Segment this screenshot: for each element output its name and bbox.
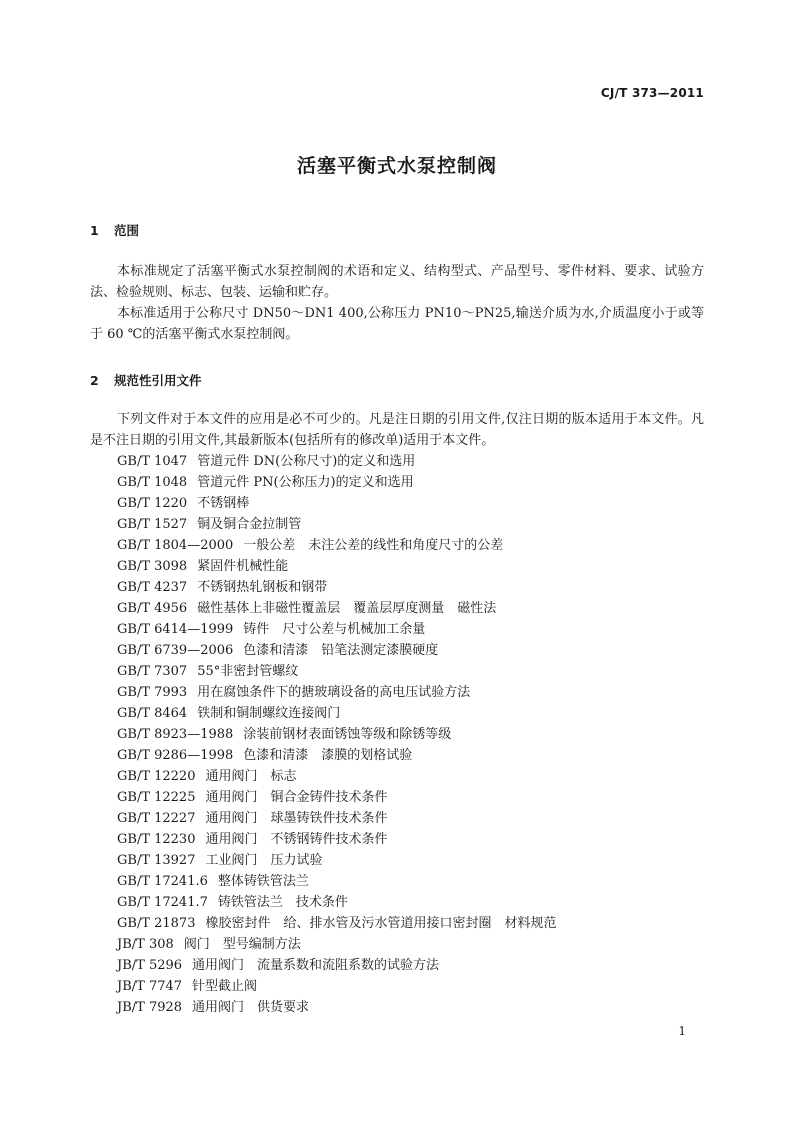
reference-code: GB/T 1804—2000 <box>117 538 234 553</box>
reference-title: 一般公差 未注公差的线性和角度尺寸的公差 <box>243 538 504 553</box>
reference-item <box>117 976 557 997</box>
reference-code: GB/T 17241.6 <box>117 874 208 889</box>
reference-item <box>117 745 557 766</box>
reference-item <box>117 640 557 661</box>
reference-title: 通用阀门 流量系数和流阻系数的试验方法 <box>192 958 440 973</box>
reference-code: GB/T 4237 <box>117 580 188 595</box>
reference-code: GB/T 4956 <box>117 601 188 616</box>
reference-title: 色漆和清漆 铅笔法测定漆膜硬度 <box>243 643 439 658</box>
reference-code: JB/T 7747 <box>117 979 183 994</box>
reference-item <box>117 871 557 892</box>
reference-item <box>117 703 557 724</box>
reference-item <box>117 661 557 682</box>
reference-item <box>117 955 557 976</box>
page-number: 1 <box>678 1024 686 1038</box>
reference-item <box>117 892 557 913</box>
reference-title: 通用阀门 铜合金铸件技术条件 <box>205 790 388 805</box>
reference-title: 铁制和铜制螺纹连接阀门 <box>197 706 341 721</box>
reference-code: GB/T 8923—1988 <box>117 727 234 742</box>
reference-title: 橡胶密封件 给、排水管及污水管道用接口密封圈 材料规范 <box>205 916 557 931</box>
reference-title: 不锈钢棒 <box>197 496 250 511</box>
reference-title: 铸铁管法兰 技术条件 <box>217 895 348 910</box>
reference-code: GB/T 6739—2006 <box>117 643 234 658</box>
section-2-number: 2 <box>90 373 99 388</box>
references-intro: 下列文件对于本文件的应用是必不可少的。凡是注日期的引用文件,仅注日期的版本适用于本文件。凡是不注日期的引用文件,其最新版本(包括所有的修改单)适用于本文件。 <box>90 412 704 448</box>
reference-item <box>117 514 557 535</box>
reference-title: 铸件 尺寸公差与机械加工余量 <box>243 622 426 637</box>
scope-paragraph-2: 本标准适用于公称尺寸 DN50～DN1 400,公称压力 PN10～PN25,输送介质为水,介质温度小于或等于 60 ℃的活塞平衡式水泵控制阀。 <box>90 306 704 342</box>
reference-code: JB/T 308 <box>117 937 174 952</box>
reference-code: GB/T 9286—1998 <box>117 748 234 763</box>
reference-code: GB/T 21873 <box>117 916 196 931</box>
reference-item <box>117 850 557 871</box>
references-list <box>117 451 557 1018</box>
reference-code: GB/T 12220 <box>117 769 196 784</box>
reference-code: GB/T 12227 <box>117 811 196 826</box>
reference-code: GB/T 8464 <box>117 706 188 721</box>
standard-code: CJ/T 373—2011 <box>600 86 704 100</box>
reference-code: GB/T 1220 <box>117 496 188 511</box>
reference-code: GB/T 1048 <box>117 475 188 490</box>
reference-title: 阀门 型号编制方法 <box>183 937 301 952</box>
reference-item <box>117 535 557 556</box>
reference-item <box>117 619 557 640</box>
reference-code: GB/T 17241.7 <box>117 895 208 910</box>
reference-title: 通用阀门 球墨铸铁件技术条件 <box>205 811 388 826</box>
reference-code: GB/T 6414—1999 <box>117 622 234 637</box>
reference-title: 整体铸铁管法兰 <box>217 874 309 889</box>
reference-code: JB/T 5296 <box>117 958 183 973</box>
reference-title: 色漆和清漆 漆膜的划格试验 <box>243 748 413 763</box>
reference-title: 磁性基体上非磁性覆盖层 覆盖层厚度测量 磁性法 <box>197 601 497 616</box>
reference-item <box>117 724 557 745</box>
reference-item <box>117 934 557 955</box>
reference-item <box>117 493 557 514</box>
reference-code: GB/T 12230 <box>117 832 196 847</box>
reference-item <box>117 766 557 787</box>
reference-title: 铜及铜合金拉制管 <box>197 517 302 532</box>
reference-title: 管道元件 PN(公称压力)的定义和选用 <box>197 475 414 490</box>
reference-item <box>117 556 557 577</box>
reference-code: GB/T 1047 <box>117 454 188 469</box>
reference-title: 工业阀门 压力试验 <box>205 853 323 868</box>
section-2-title: 规范性引用文件 <box>114 373 202 388</box>
reference-item <box>117 997 557 1018</box>
reference-code: GB/T 7993 <box>117 685 188 700</box>
reference-code: GB/T 3098 <box>117 559 188 574</box>
reference-code: GB/T 7307 <box>117 664 188 679</box>
reference-title: 针型截止阀 <box>192 979 258 994</box>
reference-item <box>117 682 557 703</box>
reference-title: 紧固件机械性能 <box>197 559 289 574</box>
reference-item <box>117 808 557 829</box>
reference-title: 管道元件 DN(公称尺寸)的定义和选用 <box>197 454 416 469</box>
section-1-title: 范围 <box>114 223 140 238</box>
reference-code: GB/T 12225 <box>117 790 196 805</box>
reference-title: 通用阀门 标志 <box>205 769 297 784</box>
reference-item <box>117 829 557 850</box>
section-2-heading <box>90 371 202 389</box>
section-1-number: 1 <box>90 223 99 238</box>
section-1-heading <box>90 221 139 239</box>
reference-title: 用在腐蚀条件下的搪玻璃设备的高电压试验方法 <box>197 685 471 700</box>
reference-item <box>117 913 557 934</box>
reference-title: 通用阀门 不锈钢铸件技术条件 <box>205 832 388 847</box>
reference-item <box>117 472 557 493</box>
reference-item <box>117 577 557 598</box>
reference-item <box>117 787 557 808</box>
document-title: 活塞平衡式水泵控制阀 <box>296 155 497 177</box>
reference-title: 涂装前钢材表面锈蚀等级和除锈等级 <box>243 727 452 742</box>
reference-title: 不锈钢热轧钢板和钢带 <box>197 580 328 595</box>
reference-title: 55°非密封管螺纹 <box>197 664 299 679</box>
scope-paragraph-1: 本标准规定了活塞平衡式水泵控制阀的术语和定义、结构型式、产品型号、零件材料、要求、试验方法、检验规则、标志、包装、运输和贮存。 <box>90 264 704 300</box>
reference-code: JB/T 7928 <box>117 1000 183 1015</box>
reference-code: GB/T 1527 <box>117 517 188 532</box>
reference-code: GB/T 13927 <box>117 853 196 868</box>
reference-item <box>117 598 557 619</box>
reference-item <box>117 451 557 472</box>
reference-title: 通用阀门 供货要求 <box>192 1000 310 1015</box>
